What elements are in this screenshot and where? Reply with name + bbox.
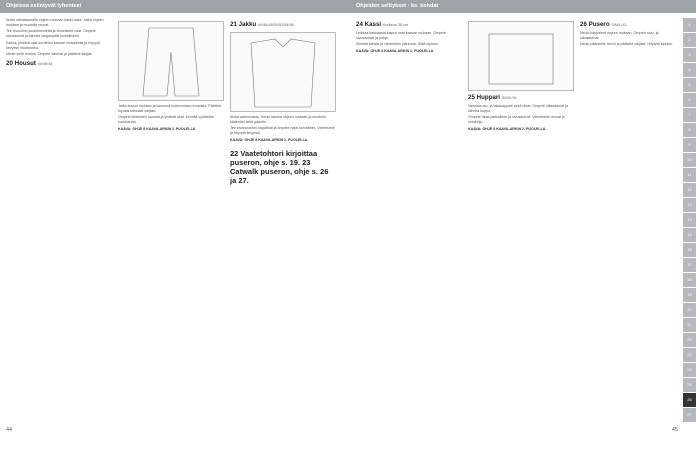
page-number-right: 45	[671, 427, 678, 433]
left-column-1	[6, 18, 112, 436]
tab-13[interactable]: 13	[683, 198, 696, 212]
pattern-caption: KAAVA: OHJE 8 KAAVA-ARKIN 2. PUOLELLA	[468, 126, 546, 131]
section-20-title: 20 Housut 44/46/48	[6, 59, 53, 67]
left-column-2	[118, 18, 224, 436]
tab-9[interactable]: 9	[683, 138, 696, 152]
paragraph: Ompele lahkeiden saumat ja yhdistä osat. Kiinnitä vyötärölle kuminauha.	[118, 115, 214, 125]
page-number-left: 44	[6, 427, 13, 433]
paragraph: Tee etureunoihin nappilista ja ompele napit kohdilleen. Viimeistele ja höyrytä kevyesti.	[230, 126, 335, 136]
section-21-title: 21 Jakku 44/46/48/50/52/54/56	[230, 21, 294, 28]
left-column-3	[230, 18, 336, 436]
paragraph: Neulo vielä reunus. Ompele saumat ja päättele langat.	[6, 52, 93, 57]
paragraph: Aloita valmistamalla ohjeen mukaan kaksi osaa. Jatka ohjeen mukaan ja muotoile reunat.	[6, 18, 104, 27]
paragraph: Leikkaa kankaasta kassin osat kaavan mukaan. Ompele sivusaumat ja pohja.	[356, 31, 446, 40]
paragraph: Kaava: yhdistä osat sovitetun kaavan mukaisesti ja höyrytä kevyesti muotoonsa.	[6, 40, 100, 50]
tab-24[interactable]: 24	[683, 363, 696, 377]
tab-3[interactable]: 3	[683, 48, 696, 62]
tab-23[interactable]: 23	[683, 348, 696, 362]
tab-4[interactable]: 4	[683, 63, 696, 77]
tab-11[interactable]: 11	[683, 168, 696, 182]
tab-6[interactable]: 6	[683, 93, 696, 107]
paragraph: Neulo pääntielle resori ja päättele väljästi. Höyrytä lopuksi.	[580, 42, 673, 47]
pattern-caption: KAAVA: OHJE 8 KAAVA-ARKIN 1. PUOLELLA	[118, 126, 196, 131]
left-running-header: Ohjeissa esiintyvät lyhenteet	[0, 0, 348, 13]
tab-25[interactable]: 25	[683, 378, 696, 392]
tab-22[interactable]: 22	[683, 333, 696, 347]
tab-15[interactable]: 15	[683, 228, 696, 242]
right-column-2	[468, 18, 574, 436]
paragraph: Valmista etu- ja takakappale sekä hihat. Ompele olkasaumat ja kiinnitä huppu.	[468, 104, 569, 113]
tab-12[interactable]: 12	[683, 183, 696, 197]
right-page	[348, 18, 696, 436]
paragraph: Aloita alareunasta. Neulo tasona ohjeen mukaan ja muotoile kädentiet sekä pääntie.	[230, 115, 326, 124]
right-column-3	[580, 18, 676, 436]
tab-19[interactable]: 19	[683, 288, 696, 302]
bag-pattern-diagram	[468, 21, 574, 91]
right-running-header: Ohjeiden selitykset · ks. kohdat	[348, 0, 696, 13]
left-page	[0, 18, 348, 436]
pants-pattern-diagram	[118, 21, 224, 101]
tab-7[interactable]: 7	[683, 108, 696, 122]
tab-14[interactable]: 14	[683, 213, 696, 227]
tab-1[interactable]: 1	[683, 18, 696, 32]
section-24-title: 24 Kassi Korkeus 38 cm	[356, 21, 409, 28]
section-26-title: 26 Pusero S/M/L/XL	[580, 21, 627, 28]
pattern-caption: KAAVA: OHJE 8 KAAVA-ARKIN 1. PUOLELLA	[230, 137, 308, 142]
tab-21[interactable]: 21	[683, 318, 696, 332]
tab-18[interactable]: 18	[683, 273, 696, 287]
right-column-1	[356, 18, 462, 436]
cross-reference-title: 22 Vaatetohtori kirjoittaa puseron, ohje s. 19. 23 Catwalk puseron, ohje s. 26 ja 27.	[230, 148, 329, 185]
tab-20[interactable]: 20	[683, 303, 696, 317]
tab-10[interactable]: 10	[683, 153, 696, 167]
pattern-caption: KAAVA: OHJE 8 KAAVA-ARKIN 1. PUOLELLA	[356, 49, 434, 54]
tab-16[interactable]: 16	[683, 243, 696, 257]
paragraph: Neulo kappaleet ohjeen mukaan. Ompele sivu- ja olkasaumat.	[580, 31, 659, 40]
thumb-index-tabs	[683, 18, 696, 423]
tab-2[interactable]: 2	[683, 33, 696, 47]
paragraph: Tee reunoihin joustinneuletta ja viimeistele osat. Ompele sivusaumat ja kiinnitä langanpäät huolellisesti.	[6, 29, 96, 39]
tab-27[interactable]: 27	[683, 408, 696, 422]
paragraph: Kiinnitä kahvat ja viimeistele yläreuna. Silitä lopuksi.	[356, 42, 439, 47]
paragraph: Ompele hihat paikoilleen ja sivusaumat. Viimeistele reunat ja vetoketju.	[468, 115, 565, 125]
tab-5[interactable]: 5	[683, 78, 696, 92]
tab-26[interactable]: 26	[683, 393, 696, 407]
paragraph: Jatka kuvion mukaan ja kavenna molemmista reunoista. Päättele lopuksi silmukat väljästi.	[118, 104, 222, 113]
tab-8[interactable]: 8	[683, 123, 696, 137]
jacket-pattern-diagram	[230, 32, 336, 112]
tab-17[interactable]: 17	[683, 258, 696, 272]
section-25-title: 25 Huppari S/M/L/XL	[468, 94, 518, 101]
